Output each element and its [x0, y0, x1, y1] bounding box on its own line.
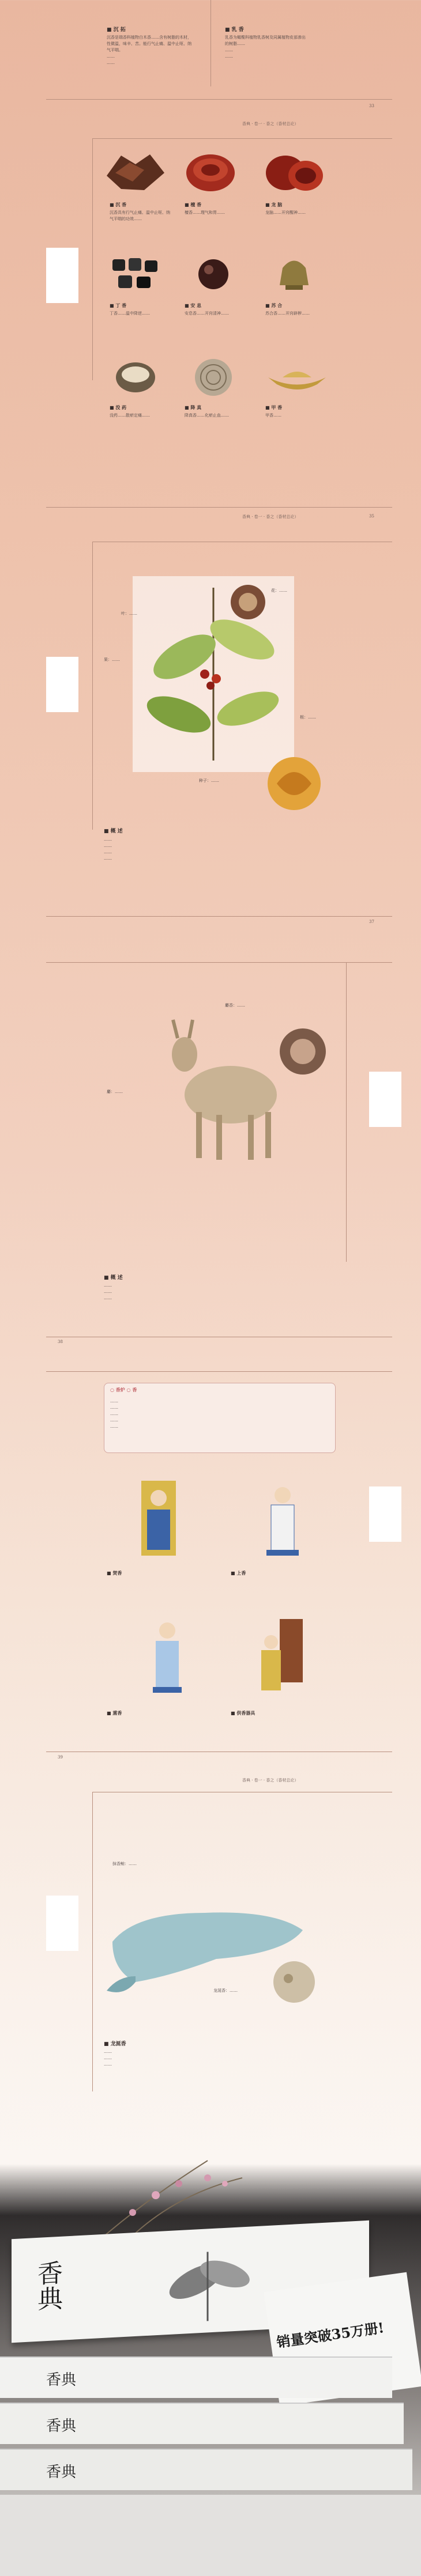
item-text-8: 降真香……化瘀止血…… [185, 413, 229, 418]
item-text-9: 甲香…… [265, 413, 281, 418]
running-head: 香典 · 卷一 · 香之（香材总论） [242, 515, 299, 519]
body-text: …… …… …… [104, 2049, 112, 2067]
dark-bead-image [185, 254, 242, 294]
caption-4: ■ 供香器具 [231, 1710, 255, 1716]
book-spine-2 [0, 2403, 404, 2444]
info-box-text: …… …… …… …… …… [110, 1399, 118, 1429]
item-label-4: ■ 丁 香 [110, 302, 127, 308]
left-margin-line [92, 1792, 93, 2091]
callout-leaf: 叶：…… [121, 611, 137, 616]
item-text-5: 安息香……开窍清神…… [185, 311, 229, 316]
page-number: 39 [58, 1755, 63, 1760]
callout-fruit: 果：…… [104, 657, 120, 662]
body-text-left: 沉香是瑞香科植物白木香……含有树脂的木材， 性微温，味辛、苦。能行气止痛、温中止呕、纳 气平喘。 …… …… [107, 35, 191, 65]
callout-root: 根：…… [300, 715, 316, 720]
seed-detail-image [265, 755, 323, 812]
edge-tab [369, 1486, 401, 1542]
item-text-2: 檀香……理气和胃…… [185, 210, 225, 215]
spine-title: 香典 [46, 2371, 77, 2389]
musk-deer-illustration-image [161, 1003, 294, 1170]
ambergris-image [271, 1959, 317, 2005]
page-6 [0, 1786, 421, 2138]
page-number: 35 [369, 514, 374, 519]
callout-deer: 麝：…… [107, 1090, 123, 1094]
caption-2: ■ 上香 [231, 1570, 246, 1576]
body-text-right: 乳香为橄榄科植物乳香树及同属植物皮部渗出 的树脂…… …… …… [225, 35, 306, 59]
callout-musk: 麝香：…… [225, 1003, 245, 1008]
item-text-1: 沉香具有行气止痛、温中止呕、纳气平喘的功效…… [110, 210, 170, 221]
promo-banner-text: 销量突破35万册! [275, 2319, 385, 2351]
callout-flower: 花：…… [271, 588, 287, 593]
caption-1: ■ 焚香 [107, 1570, 122, 1576]
lacquer-plates-image [260, 150, 329, 196]
woven-disk-image [185, 354, 242, 400]
item-label-5: ■ 安 息 [185, 302, 202, 308]
incense-scene-4-image [251, 1613, 309, 1700]
caption-3: ■ 熏香 [107, 1710, 122, 1716]
item-label-9: ■ 甲 香 [265, 404, 283, 410]
stone-mortar-image [107, 357, 164, 398]
edge-tab [369, 1072, 401, 1127]
edge-tab [46, 657, 78, 712]
item-label-7: ■ 没 药 [110, 404, 127, 410]
body-text: …… …… …… [104, 1283, 112, 1300]
section-head-right: ■ 乳 香 [225, 27, 244, 33]
spine-title: 香典 [46, 2418, 77, 2435]
page-3 [0, 542, 421, 933]
footer-rule [46, 507, 392, 508]
plant-illustration-image [133, 576, 294, 772]
agarwood-chips-image [104, 150, 167, 196]
item-text-6: 苏合香……开窍辟秽…… [265, 311, 310, 316]
item-label-6: ■ 苏 合 [265, 302, 283, 308]
section-head-left: ■ 沉 拓 [107, 27, 126, 33]
incense-scene-2-image [254, 1475, 311, 1561]
item-text-7: 没药……散瘀定痛…… [110, 413, 150, 418]
running-head: 香典 · 卷一 · 香之（香材总论） [242, 1778, 299, 1783]
musk-pod-image [277, 1026, 329, 1077]
gold-boat-censer-image [265, 360, 329, 395]
page-number: 33 [369, 104, 374, 108]
cover-plant-image [161, 2238, 254, 2329]
page-2 [0, 138, 421, 542]
incense-scene-3-image [141, 1613, 193, 1700]
bronze-censer-image [265, 251, 323, 297]
left-margin-line [92, 138, 93, 380]
page-1 [0, 0, 421, 138]
item-text-3: 龙脑……开窍醒神…… [265, 210, 306, 215]
section-head: ■ 概 述 [104, 1275, 123, 1281]
incense-scene-1-image [124, 1475, 199, 1561]
item-label-3: ■ 龙 脑 [265, 202, 283, 207]
edge-tab [46, 1896, 78, 1951]
red-lacquer-box-image [179, 150, 242, 196]
footer-rule [46, 99, 392, 100]
footer-rule [46, 916, 392, 917]
info-box [104, 1383, 336, 1453]
callout-seed: 种子：…… [199, 778, 219, 783]
book-title: 香典 [33, 2259, 62, 2312]
page-number: 38 [58, 1340, 63, 1344]
page-4 [0, 933, 421, 1360]
callout-whale: 抹香鲸：…… [112, 1862, 137, 1866]
fruit-cross-section-image [228, 582, 268, 622]
item-label-8: ■ 降 真 [185, 404, 202, 410]
top-rule [46, 962, 392, 963]
item-label-2: ■ 檀 香 [185, 202, 202, 207]
running-head: 香典 · 卷一 · 香之（香材总论） [242, 122, 299, 126]
top-rule [46, 1371, 392, 1372]
page-divider [210, 0, 211, 86]
page-5 [0, 1360, 421, 1786]
left-margin-line [92, 542, 93, 830]
section-head: ■ 龙涎香 [104, 2041, 126, 2047]
book-spine-1 [0, 2356, 392, 2398]
body-text: …… …… …… …… [104, 837, 112, 861]
book-spine-3 [0, 2449, 412, 2490]
section-head: ■ 概 述 [104, 829, 123, 834]
spine-title: 香典 [46, 2464, 77, 2481]
edge-tab [46, 248, 78, 303]
right-margin-line [346, 962, 347, 1262]
product-photo [0, 2138, 421, 2576]
info-box-title: ○ 香炉 ○ 香 [110, 1387, 137, 1393]
black-resin-pieces-image [107, 254, 164, 294]
item-label-1: ■ 沉 香 [110, 202, 127, 207]
page-number: 37 [369, 920, 374, 924]
table-surface [0, 2495, 421, 2576]
item-text-4: 丁香……温中降逆…… [110, 311, 150, 316]
callout-ambergris: 龙涎香：…… [213, 1988, 238, 1993]
top-rule [92, 138, 392, 139]
